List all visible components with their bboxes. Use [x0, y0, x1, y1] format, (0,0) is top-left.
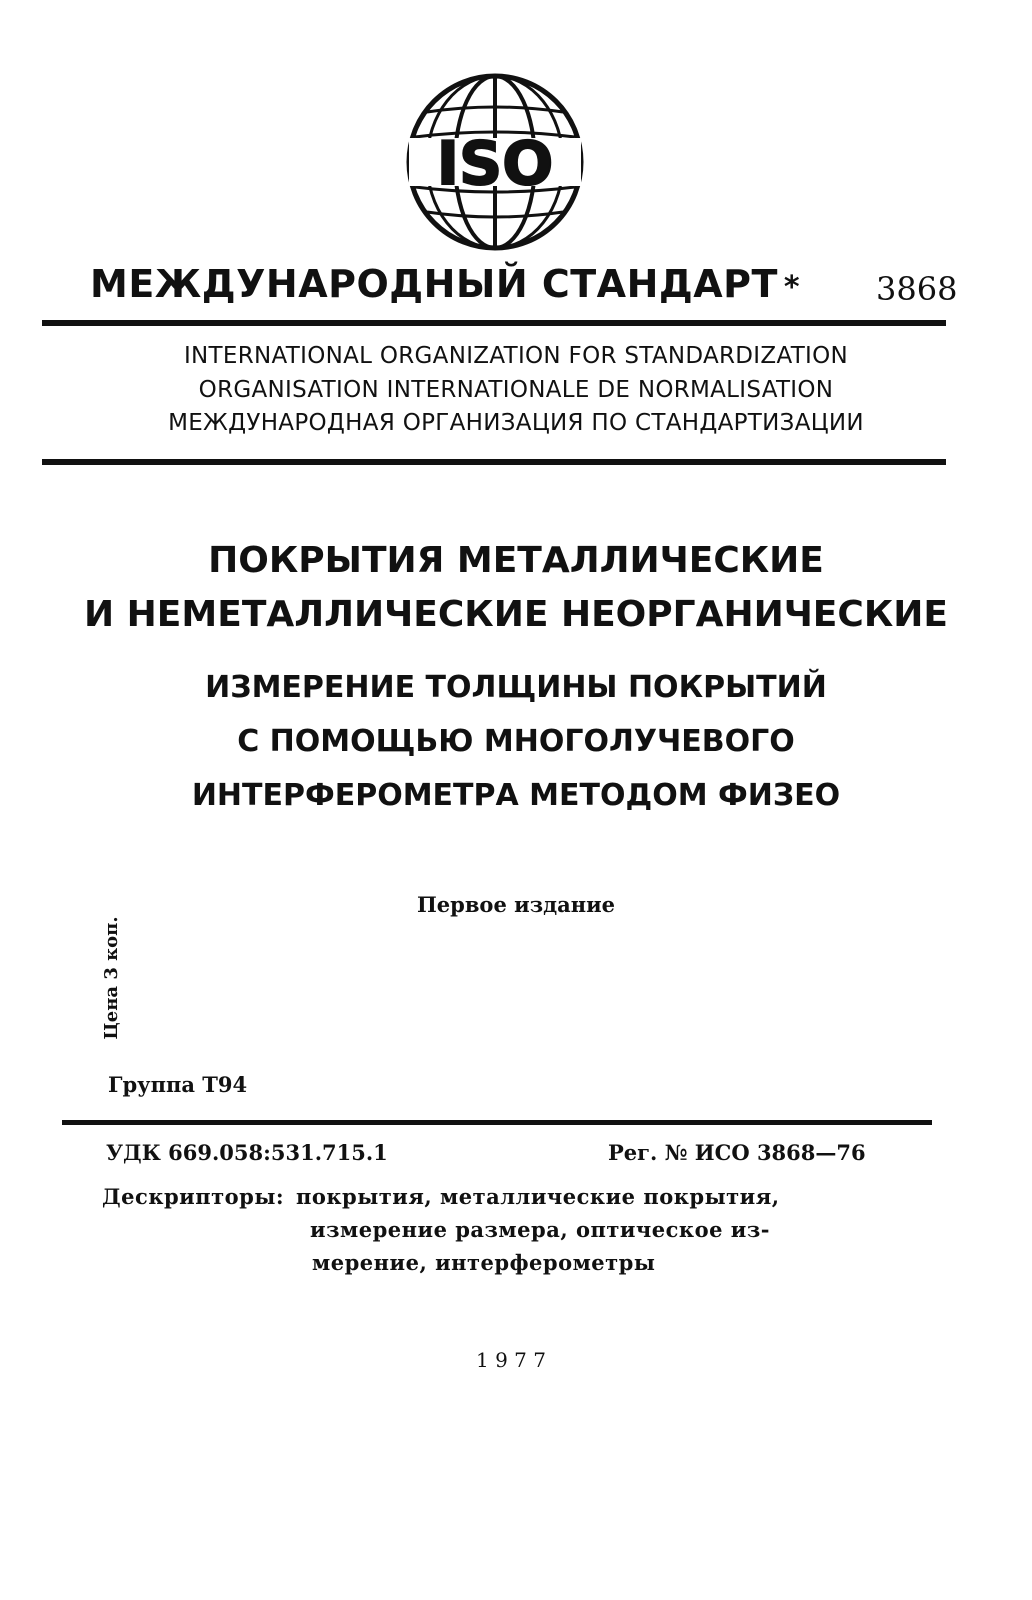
org-name-fr: ORGANISATION INTERNATIONALE DE NORMALISATION	[198, 377, 834, 403]
descriptors-label: Дескрипторы:	[102, 1184, 285, 1209]
descriptors-line-1: покрытия, металлические покрытия,	[296, 1184, 780, 1209]
org-name-ru: МЕЖДУНАРОДНАЯ ОРГАНИЗАЦИЯ ПО СТАНДАРТИЗАЦИИ	[168, 410, 864, 436]
document-subtitle-line-3: ИНТЕРФЕРОМЕТРА МЕТОДОМ ФИЗЕО	[191, 778, 841, 813]
document-title-line-2: И НЕМЕТАЛЛИЧЕСКИЕ НЕОРГАНИЧЕСКИЕ	[84, 594, 948, 635]
edition-label: Первое издание	[416, 892, 616, 917]
org-name-en: INTERNATIONAL ORGANIZATION FOR STANDARDIZATION	[183, 343, 849, 369]
masthead-text: МЕЖДУНАРОДНЫЙ СТАНДАРТ	[90, 262, 778, 306]
descriptors-line-3: мерение, интерферометры	[312, 1250, 656, 1275]
iso-globe-icon	[405, 72, 585, 252]
top-divider	[42, 320, 946, 326]
group-label: Группа Т94	[108, 1072, 248, 1097]
standard-number: 3868	[876, 270, 958, 308]
document-subtitle-line-1: ИЗМЕРЕНИЕ ТОЛЩИНЫ ПОКРЫТИЙ	[205, 670, 827, 705]
svg-text:ISO: ISO	[436, 129, 554, 199]
udc-code: УДК 669.058:531.715.1	[106, 1140, 388, 1165]
document-subtitle-line-2: С ПОМОЩЬЮ МНОГОЛУЧЕВОГО	[237, 724, 795, 759]
price-label: Цена 3 коп.	[101, 916, 122, 1040]
registration-number: Рег. № ИСО 3868—76	[608, 1140, 866, 1165]
publication-year: 1 9 7 7	[476, 1348, 546, 1372]
asterisk-mark: *	[783, 270, 801, 305]
org-divider	[42, 459, 946, 465]
descriptors-line-2: измерение размера, оптическое из-	[310, 1217, 770, 1242]
masthead-title	[90, 262, 800, 306]
bottom-divider	[62, 1120, 932, 1125]
document-title-line-1: ПОКРЫТИЯ МЕТАЛЛИЧЕСКИЕ	[208, 540, 824, 581]
iso-logo	[405, 72, 585, 252]
